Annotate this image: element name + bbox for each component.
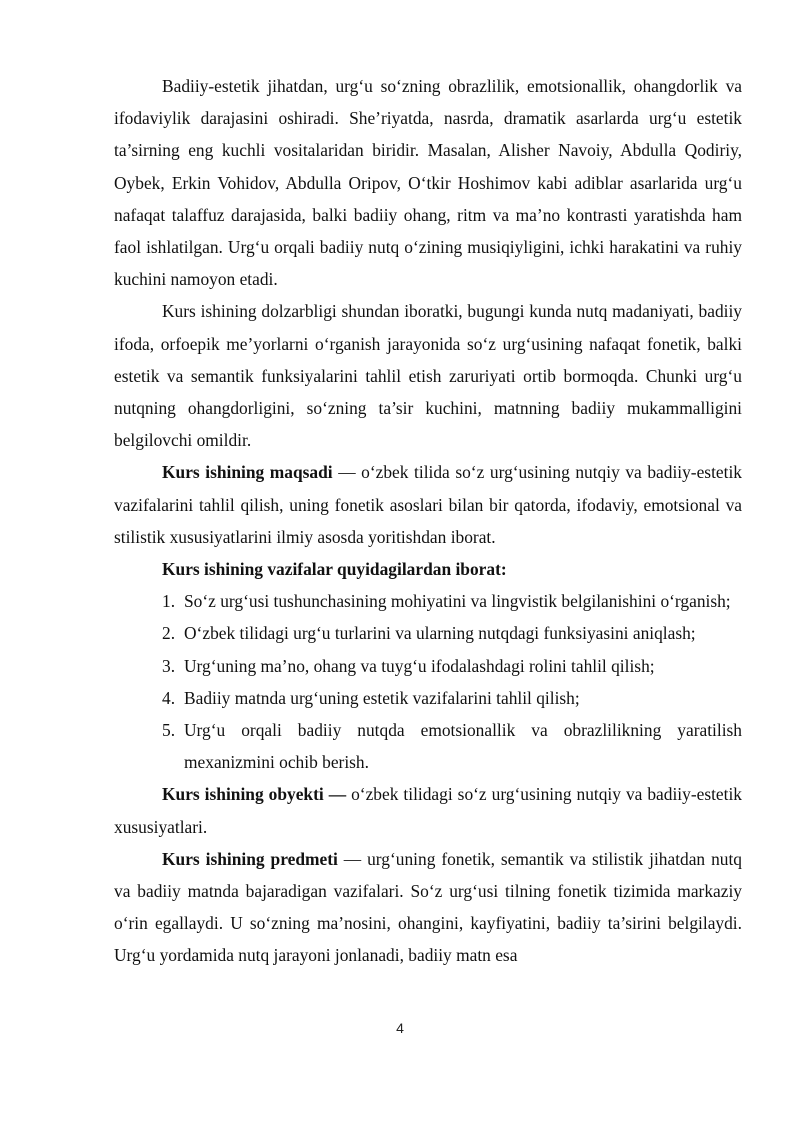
page-content: [114, 70, 742, 972]
tasks-list: [114, 585, 742, 778]
list-item-text: O‘zbek tilidagi urg‘u turlarini va ularning nutqdagi funksiyasini aniqlash;: [184, 623, 696, 644]
goal-label: Kurs ishining maqsadi: [162, 462, 333, 483]
goal-text: — o‘zbek tilida so‘z urg‘usining nutqiy va badiiy-estetik vazifalarini tahlil qilish, uning fonetik asoslari bilan bir qatorda, ifodaviy, emotsional va stilistik xususiyatlarini ilmiy asosda yoritishdan iborat.: [114, 462, 742, 547]
list-item-text: Badiiy matnda urg‘uning estetik vazifalarini tahlil qilish;: [184, 687, 580, 708]
list-item-text: Urg‘uning ma’no, ohang va tuyg‘u ifodalashdagi rolini tahlil qilish;: [184, 655, 655, 676]
subject-label: Kurs ishining predmeti: [162, 848, 338, 869]
list-item-number: 3.: [162, 655, 176, 676]
list-item-number: 1.: [162, 591, 176, 612]
list-item: [162, 617, 742, 649]
list-item-number: 5.: [162, 720, 176, 741]
list-item: [162, 585, 742, 617]
paragraph-subject: [114, 843, 742, 972]
list-item-text: Urg‘u orqali badiiy nutqda emotsionallik va obrazlilikning yaratilish mexanizmini ochib berish.: [184, 720, 742, 773]
page-number: 4: [396, 1020, 404, 1036]
subject-text: — urg‘uning fonetik, semantik va stilistik jihatdan nutq va badiiy matnda bajaradigan vazifalari. So‘z urg‘usi tilning fonetik tizimida markaziy o‘rin egallaydi. U so‘zning ma’nosini, ohangini, kayfiyatini, badiiy ta’sirini belgilaydi. Urg‘u yordamida nutq jarayoni jonlanadi, badiiy matn esa: [114, 848, 742, 966]
object-text: o‘zbek tilidagi so‘z urg‘usining nutqiy va badiiy-estetik xususiyatlari.: [114, 784, 743, 837]
tasks-heading: [114, 553, 742, 585]
paragraph-object: [114, 778, 742, 842]
list-item: [162, 650, 742, 682]
list-item-number: 2.: [162, 623, 176, 644]
list-item-number: 4.: [162, 687, 176, 708]
paragraph-goal: [114, 456, 742, 553]
paragraph-aesthetic: Badiiy-estetik jihatdan, urg‘u so‘zning obrazlilik, emotsionallik, ohangdorlik va ifodaviylik darajasini oshiradi. She’riyatda, nasrda, dramatik asarlarda urg‘u estetik ta’sirning eng kuchli vositalaridan biridir. Masalan, Alisher Navoiy, Abdulla Qodiriy, Oybek, Erkin Vohidov, Abdulla Oripov, O‘tkir Hoshimov kabi adiblar asarlarida urg‘u nafaqat talaffuz darajasida, balki badiiy ohang, ritm va ma’no kontrasti yaratishda ham faol ishlatilgan. Urg‘u orqali badiiy nutq o‘zining musiqiyligini, ichki harakatini va ruhiy kuchini namoyon etadi.: [114, 76, 742, 290]
paragraph-relevance: Kurs ishining dolzarbligi shundan iboratki, bugungi kunda nutq madaniyati, badiiy ifoda, orfoepik me’yorlarni o‘rganish jarayonida so‘z urg‘usining nafaqat fonetik, balki estetik va semantik funksiyalarini tahlil etish zaruriyati ortib bormoqda. Chunki urg‘u nutqning ohangdorligini, so‘zning ta’sir kuchini, matnning badiiy mukammalligini belgilovchi omildir.: [114, 301, 742, 451]
tasks-heading-text: Kurs ishining vazifalar quyidagilardan iborat:: [162, 559, 507, 580]
object-label: Kurs ishining obyekti —: [162, 784, 347, 805]
list-item-text: So‘z urg‘usi tushunchasining mohiyatini va lingvistik belgilanishini o‘rganish;: [184, 591, 731, 612]
list-item: [162, 682, 742, 714]
list-item: [162, 714, 742, 778]
